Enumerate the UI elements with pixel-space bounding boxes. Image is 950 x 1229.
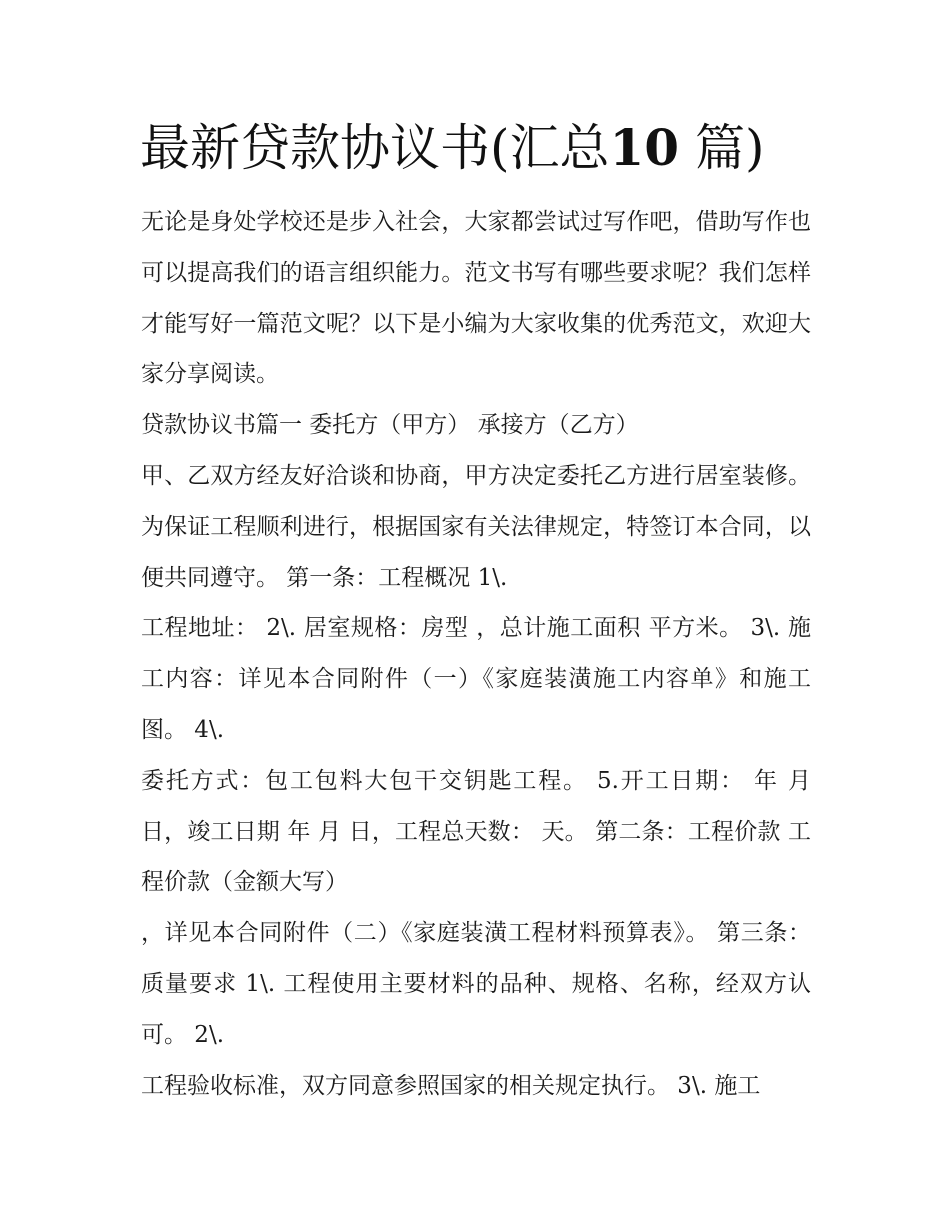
- document-title: [140, 116, 840, 180]
- title-number: 10: [609, 118, 680, 177]
- paragraph-acceptance-standard: 工程验收标准，双方同意参照国家的相关规定执行。 3\. 施工: [141, 1072, 761, 1099]
- paragraph-project-address: 工程地址： 2\. 居室规格：房型 ，总计施工面积 平方米。 3\. 施工内容：详见本合同附件（一）《家庭装潢施工内容单》和施工图。 4\.: [141, 615, 811, 743]
- title-suffix: 篇): [695, 119, 765, 177]
- document-body: [141, 197, 811, 1111]
- title-prefix: 最新贷款协议书(汇总: [140, 119, 610, 177]
- paragraph-intro: 无论是身处学校还是步入社会，大家都尝试过写作吧，借助写作也可以提高我们的语言组织能力。范文书写有哪些要求呢？我们怎样才能写好一篇范文呢？以下是小编为大家收集的优秀范文，欢迎大家分享阅读。: [141, 209, 811, 388]
- paragraph-quality-requirements: ，详见本合同附件（二）《家庭装潢工程材料预算表》。 第三条：质量要求 1\. 工程使用主要材料的品种、规格、名称，经双方认可。 2\.: [141, 920, 811, 1048]
- paragraph-commission-method: 委托方式：包工包料大包干交钥匙工程。 5.开工日期： 年 月 日，竣工日期 年 月 日，工程总天数： 天。 第二条：工程价款 工程价款（金额大写）: [141, 767, 811, 896]
- paragraph-heading-parties: 贷款协议书篇一 委托方（甲方） 承接方（乙方）: [141, 412, 639, 439]
- title-space: [679, 119, 695, 177]
- paragraph-agreement: 甲、乙双方经友好洽谈和协商，甲方决定委托乙方进行居室装修。为保证工程顺利进行，根据国家有关法律规定，特签订本合同，以便共同遵守。 第一条：工程概况 1\.: [141, 462, 811, 591]
